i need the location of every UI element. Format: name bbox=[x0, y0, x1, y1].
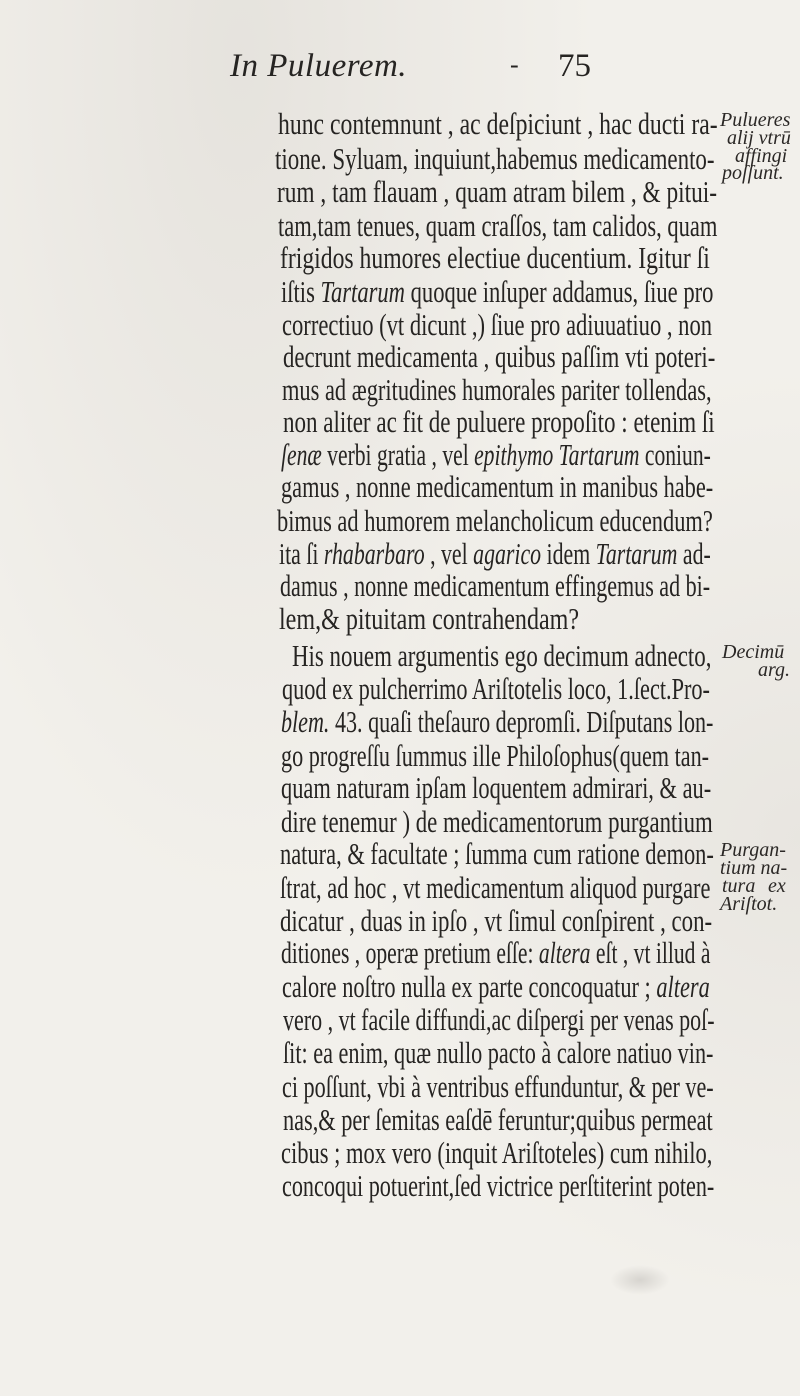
text-line: His nouem argumentis ego decimum adnecto, bbox=[292, 639, 712, 673]
margin-note: tura bbox=[722, 875, 756, 897]
margin-note: affingi bbox=[735, 145, 788, 167]
text-line: ita ſi rhabarbaro , vel agarico idem Tartarum ad- bbox=[279, 537, 711, 571]
ink-smudge bbox=[610, 1265, 670, 1295]
text-line: rum , tam flauam , quam atram bilem , & pitui- bbox=[277, 175, 718, 209]
text-line: frigidos humores electiue ducentium. Igitur ſi bbox=[280, 241, 710, 275]
margin-note: Ariſtot. bbox=[720, 893, 778, 915]
text-line: vero , vt facile diffundi,ac diſpergi per venas poſ- bbox=[283, 1003, 715, 1037]
text-line: damus , nonne medicamentum effingemus ad bi- bbox=[280, 569, 711, 603]
text-line: calore noſtro nulla ex parte concoquatur ; altera bbox=[282, 970, 710, 1004]
text-line: tione. Syluam, inquiunt,habemus medicamento- bbox=[275, 142, 715, 176]
margin-note: Purgan- bbox=[720, 839, 786, 861]
text-line: blem. 43. quaſi theſauro depromſi. Diſputans lon- bbox=[281, 705, 714, 739]
text-line: lem,& pituitam contrahendam? bbox=[279, 602, 580, 636]
text-line: concoqui potuerint,ſed victrice perſtiterint poten- bbox=[282, 1169, 715, 1203]
text-line: iſtis Tartarum quoque inſuper addamus, ſiue pro bbox=[281, 275, 714, 309]
margin-note: arg. bbox=[758, 659, 791, 681]
text-line: quod ex pulcherrimo Ariſtotelis loco, 1.ſect.Pro- bbox=[282, 672, 710, 706]
text-line: natura, & facultate ; ſumma cum ratione demon- bbox=[280, 837, 714, 871]
page-header bbox=[170, 48, 770, 92]
text-line: mus ad ægritudines humorales pariter tollendas, bbox=[282, 373, 712, 407]
text-line: gamus , nonne medicamentum in manibus habe- bbox=[281, 470, 714, 504]
margin-note: Decimū bbox=[722, 641, 785, 663]
text-line: ditiones , operæ pretium eſſe: altera eſt , vt illud à bbox=[281, 936, 711, 970]
text-line: go progreſſu ſummus ille Philoſophus(quem tan- bbox=[281, 739, 710, 773]
text-line: dicatur , duas in ipſo , vt ſimul conſpirent , con- bbox=[280, 904, 713, 938]
page-number: 75 bbox=[558, 48, 591, 84]
margin-note: alij vtrū bbox=[727, 127, 791, 149]
text-line: quam naturam ipſam loquentem admirari, & au- bbox=[281, 771, 712, 805]
text-line: decrunt medicamenta , quibus paſſim vti poteri- bbox=[283, 340, 716, 374]
running-title: In Puluerem. bbox=[230, 48, 408, 84]
text-line: dire tenemur ) de medicamentorum purgantium bbox=[281, 805, 713, 839]
text-line: hunc contemnunt , ac deſpiciunt , hac ducti ra- bbox=[278, 107, 718, 141]
text-line: ſit: ea enim, quæ nullo pacto à calore natiuo vin- bbox=[283, 1036, 714, 1070]
margin-note: ex bbox=[768, 875, 786, 897]
text-line: non aliter ac fit de puluere propoſito : etenim ſi bbox=[283, 405, 715, 439]
text-line: correctiuo (vt dicunt ,) ſiue pro adiuuatiuo , non bbox=[282, 308, 713, 342]
margin-note: poſſunt. bbox=[722, 162, 784, 184]
text-line: nas,& per ſemitas eaſdē feruntur;quibus permeat bbox=[283, 1103, 713, 1137]
margin-note: tium na- bbox=[720, 857, 788, 879]
text-line: ſenæ verbi gratia , vel epithymo Tartarum coniun- bbox=[281, 438, 711, 472]
text-line: cibus ; mox vero (inquit Ariſtoteles) cum nihilo, bbox=[281, 1136, 713, 1170]
header-dash: - bbox=[510, 50, 519, 79]
text-line: ci poſſunt, vbi à ventribus effunduntur, & per ve- bbox=[282, 1070, 714, 1104]
text-line: ſtrat, ad hoc , vt medicamentum aliquod purgare bbox=[280, 871, 711, 905]
text-line: bimus ad humorem melancholicum educendum? bbox=[277, 504, 713, 538]
text-line: tam,tam tenues, quam craſſos, tam calidos, quam bbox=[278, 209, 718, 243]
margin-note: Pulueres bbox=[720, 109, 791, 131]
